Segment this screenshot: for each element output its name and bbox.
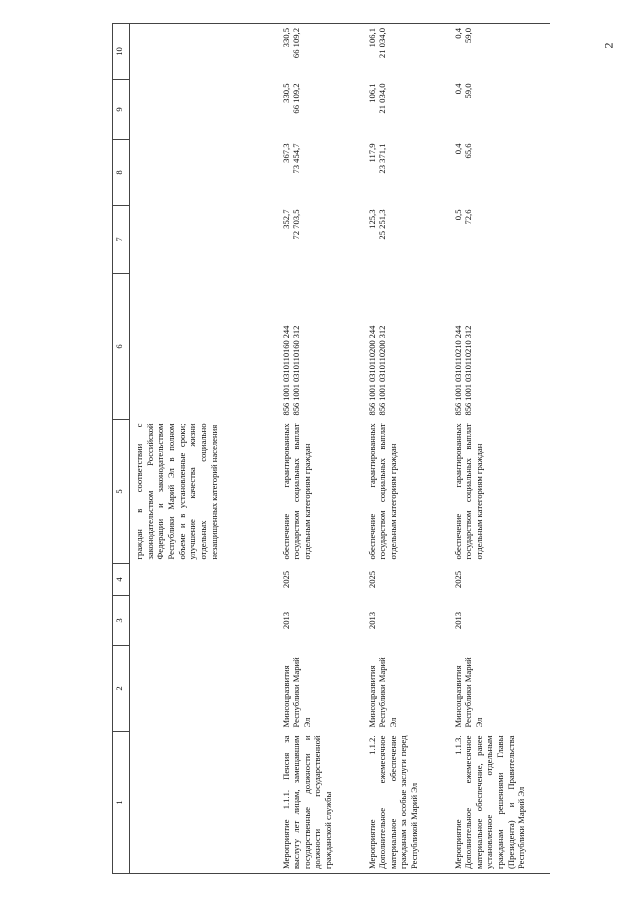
header-col-6: 6 (113, 274, 130, 420)
cell-end-year: 2025 (280, 570, 291, 589)
cell-executor: Минсоцразвития Республики Марий Эл (280, 657, 312, 728)
header-col-7: 7 (113, 206, 130, 274)
table-row (130, 24, 278, 874)
cell-value-10: 330,5 66 109,2 (278, 24, 364, 80)
cell-value-10 (130, 24, 278, 80)
cell-event (130, 732, 278, 874)
header-col-4: 4 (113, 564, 130, 596)
cell-start-year: 2013 (452, 611, 463, 630)
cell-budget-code: 856 1001 0310110200 244 856 1001 0310110200 312 (366, 325, 388, 416)
header-row (113, 24, 130, 874)
table-row (364, 24, 450, 874)
program-table (112, 23, 550, 874)
cell-value-9: 330,5 66 109,2 (280, 83, 302, 114)
cell-value-8: 0,4 65,6 (452, 143, 474, 159)
cell-value-7: 0,5 72,6 (452, 209, 474, 225)
cell-expected-result: обеспечение гарантированных государством социальных выплат отдельным категориям граждан (452, 423, 484, 560)
cell-value-8: 367,3 73 454,7 (280, 143, 302, 174)
cell-end-year: 2025 (366, 570, 377, 589)
header-col-5: 5 (113, 420, 130, 564)
cell-value-9 (130, 80, 278, 140)
cell-expected-result: обеспечение гарантированных государством социальных выплат отдельным категориям граждан (280, 423, 312, 560)
cell-event: Мероприятие 1.1.2. Дополнительное ежемесячное материальное обеспечение гражданам за особые заслуги перед Республикой Марий Эл (364, 732, 450, 874)
cell-event: Мероприятие 1.1.1. Пенсия за выслугу лет лицам, замещавшим государственные должности и должности государственной гражданской службы (278, 732, 364, 874)
cell-value-10: 106,1 21 034,0 (364, 24, 450, 80)
cell-start-year: 2013 (280, 611, 291, 630)
cell-event: Мероприятие 1.1.3. Дополнительное ежемесячное материальное обеспечение, ранее установленное отдельным гражданам решениями Главы (Президента) и Правительства Республики Марий Эл (450, 732, 550, 874)
header-col-8: 8 (113, 140, 130, 206)
cell-budget-code: 856 1001 0310110210 244 856 1001 0310110210 312 (452, 325, 474, 416)
rotated-table-frame (112, 24, 564, 874)
cell-start-year: 2013 (366, 611, 377, 630)
page-number: 2 (601, 42, 616, 49)
header-col-9: 9 (113, 80, 130, 140)
header-col-1: 1 (113, 732, 130, 874)
cell-end-year (130, 564, 278, 596)
cell-value-7 (130, 206, 278, 274)
cell-value-9: 0,4 59,0 (452, 83, 474, 99)
cell-value-9: 106,1 21 034,0 (366, 83, 388, 114)
cell-executor: Минсоцразвития Республики Марий Эл (452, 657, 484, 728)
table-row (450, 24, 550, 874)
cell-executor (130, 646, 278, 732)
header-col-10: 10 (113, 24, 130, 80)
cell-executor: Минсоцразвития Республики Марий Эл (366, 657, 398, 728)
cell-expected-result: граждан в соответствии с законодательством Российской Федерации и законодательством Республики Марий Эл в полном объеме и в установленные сроки; улучшение качества жизни отдельных социально незащищенных категорий населения (134, 423, 219, 560)
cell-value-10: 0,4 59,0 (450, 24, 550, 80)
cell-value-7: 125,3 25 251,3 (366, 209, 388, 240)
header-col-3: 3 (113, 596, 130, 646)
cell-budget-code: 856 1001 0310110160 244 856 1001 0310110160 312 (280, 325, 302, 416)
cell-start-year (130, 596, 278, 646)
cell-value-7: 352,7 72 703,5 (280, 209, 302, 240)
cell-value-8: 117,9 23 371,1 (366, 143, 388, 174)
cell-expected-result: обеспечение гарантированных государством социальных выплат отдельным категориям граждан (366, 423, 398, 560)
cell-budget-code (130, 274, 278, 420)
cell-end-year: 2025 (452, 570, 463, 589)
table-row (278, 24, 364, 874)
header-col-2: 2 (113, 646, 130, 732)
cell-value-8 (130, 140, 278, 206)
